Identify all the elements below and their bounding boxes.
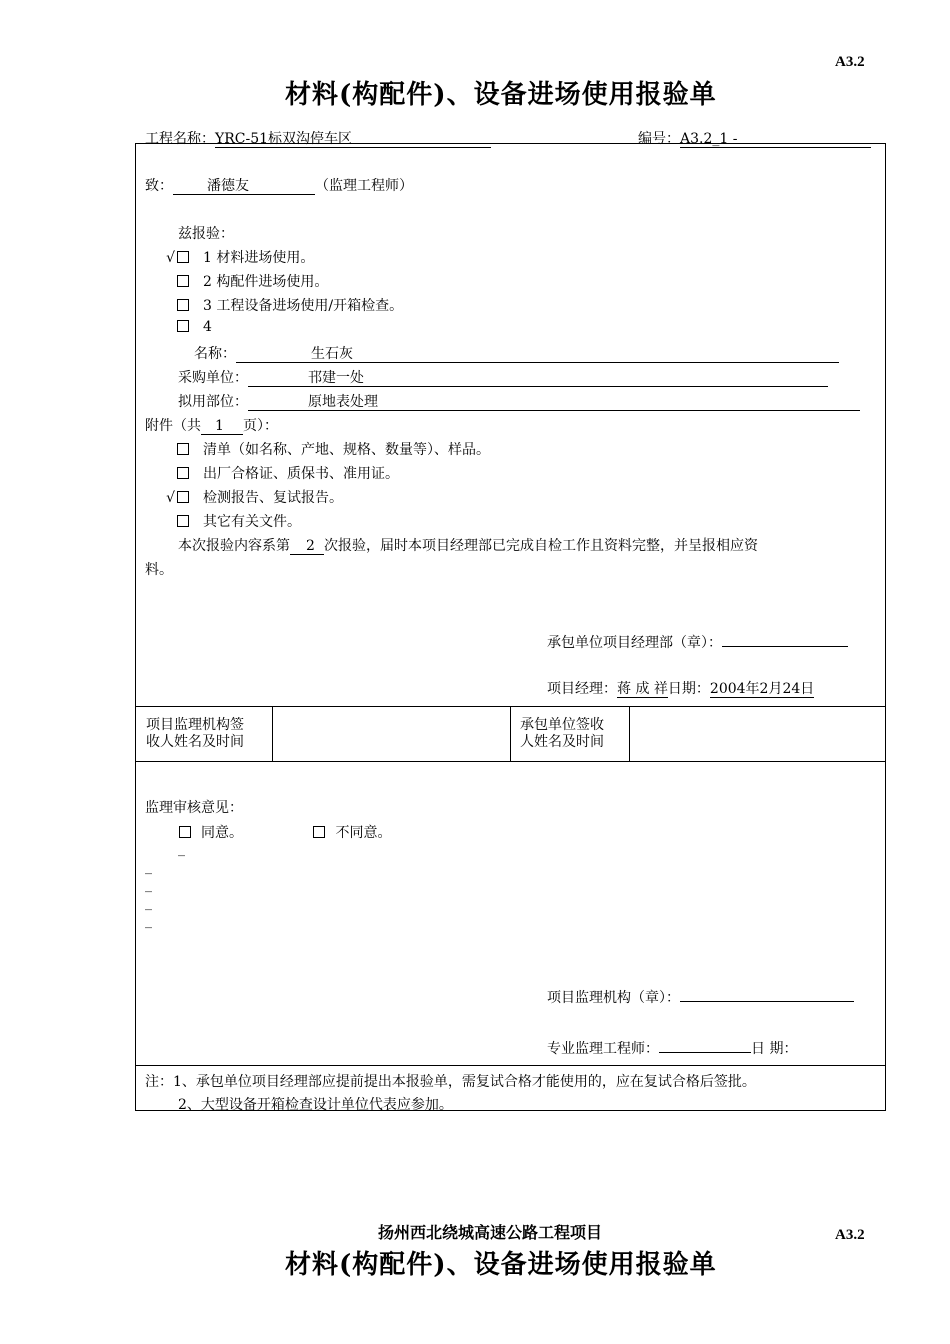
material-name-label: 名称： [194,346,236,362]
statement-post: 次报验，届时本项目经理部已完成自检工作且资料完整，并呈报相应资 [324,538,758,554]
sign-right-label [520,717,604,751]
attachment-1-checkbox[interactable] [177,443,189,455]
note-line-2: 2、大型设备开箱检查设计单位代表应参加。 [178,1097,453,1113]
project-name-value: YRC-51标双沟停车区 [215,131,491,148]
attach-prefix: 附件（共 [145,418,201,434]
form-code: A3.2 [835,54,865,70]
attachment-2 [163,463,399,483]
agree-checkbox[interactable] [179,826,191,838]
report-intro: 兹报验： [178,226,234,242]
supervision-org-seal[interactable] [680,985,854,1002]
item-4-checkbox[interactable] [177,320,189,332]
item-4-label: 4 [203,319,212,335]
purchaser-label: 采购单位： [178,370,248,386]
number-label: 编号： [638,131,680,147]
dash-mark: _ [145,877,152,893]
supervision-org-label: 项目监理机构（章）： [547,990,680,1006]
sign-right-line2: 人姓名及时间 [520,734,604,750]
pm-row [547,678,814,698]
attach-count: 1 [201,418,243,435]
location-label: 拟用部位： [178,394,248,410]
project-name-label: 工程名称： [145,131,215,147]
engineer-label: 专业监理工程师： [547,1041,659,1057]
sign-right-line1: 承包单位签收 [520,717,604,733]
attachment-3-label: 检测报告、复试报告。 [203,490,343,506]
date-value: 2004年2月24日 [709,681,815,697]
statement-pre: 本次报验内容系第 [178,538,290,554]
item-2-checkbox[interactable] [177,275,189,287]
agree-label: 同意。 [201,825,243,841]
divider-note [135,1065,885,1066]
review-options [179,822,391,842]
dash-mark: _ [178,841,185,857]
form-title-2: 材料(构配件)、设备进场使用报验单 [285,1250,717,1280]
supervision-org-row [547,985,854,1007]
contractor-dept-row [547,630,848,652]
attachment-4 [163,511,301,531]
note-line-1: 注：1、承包单位项目经理部应提前提出本报验单，需复试合格才能使用的，应在复试合格后签批。 [145,1074,756,1090]
sign-col-3 [629,706,630,761]
pm-label: 项目经理： [547,681,617,697]
item-1-label: 1 材料进场使用。 [203,250,315,266]
sign-left-line2: 收人姓名及时间 [146,734,244,750]
disagree-checkbox[interactable] [313,826,325,838]
to-row [145,175,413,195]
dash-mark: _ [145,895,152,911]
purchaser-value: 邗建一处 [248,370,828,387]
item-1-checkbox[interactable] [177,251,189,263]
statement-line-2: 料。 [145,562,173,578]
attachment-3-checkbox[interactable] [177,491,189,503]
item-3-label: 3 工程设备进场使用/开箱检查。 [203,298,404,314]
to-role: （监理工程师） [315,178,413,194]
attachment-2-checkbox[interactable] [177,467,189,479]
sign-left-line1: 项目监理机构签 [146,717,244,733]
form-title: 材料(构配件)、设备进场使用报验单 [285,80,717,110]
contractor-dept-seal[interactable] [722,630,848,647]
to-name: 潘德友 [173,178,315,195]
report-item-2 [163,271,328,291]
attachment-header [145,415,278,435]
report-item-4 [163,319,212,335]
check-mark: √ [166,490,175,506]
to-label: 致： [145,178,173,194]
attachment-1-label: 清单（如名称、产地、规格、数量等）、样品。 [203,442,490,458]
attachment-4-label: 其它有关文件。 [203,514,301,530]
material-name-row [194,343,839,363]
item-3-checkbox[interactable] [177,299,189,311]
report-item-1 [163,247,314,267]
engineer-date-label: 日 期： [751,1041,798,1057]
sign-left-field[interactable] [274,708,508,759]
attachment-4-checkbox[interactable] [177,515,189,527]
number-value: A3.2_1 - [680,131,871,148]
sign-col-1 [272,706,273,761]
dash-mark: _ [145,913,152,929]
report-item-3 [163,295,403,315]
sign-right-field[interactable] [631,708,883,759]
engineer-row [547,1036,797,1058]
statement-count: 2 [290,538,324,555]
item-2-label: 2 构配件进场使用。 [203,274,329,290]
attach-suffix: 页）： [243,418,278,434]
sign-col-2 [510,706,511,761]
dash-mark: _ [145,859,152,875]
statement-line-1 [178,535,758,555]
attachment-1 [163,439,490,459]
purchaser-row [178,367,828,387]
location-value: 原地表处理 [248,394,860,411]
contractor-dept-label: 承包单位项目经理部（章）： [547,635,722,651]
pm-name: 蒋 成 祥 [617,681,668,697]
sign-left-label [146,717,244,751]
review-label: 监理审核意见： [145,800,243,816]
attachment-2-label: 出厂合格证、质保书、准用证。 [203,466,399,482]
location-row [178,391,860,411]
engineer-signature[interactable] [659,1036,751,1053]
footer-project: 扬州西北绕城高速公路工程项目 [378,1223,603,1242]
attachment-3 [163,487,343,507]
check-mark: √ [166,250,175,266]
divider-sign-bottom [135,761,885,762]
date-label: 日期： [667,681,710,697]
material-name-value: 生石灰 [236,346,839,363]
form-code-2: A3.2 [835,1227,865,1243]
disagree-label: 不同意。 [335,825,392,841]
